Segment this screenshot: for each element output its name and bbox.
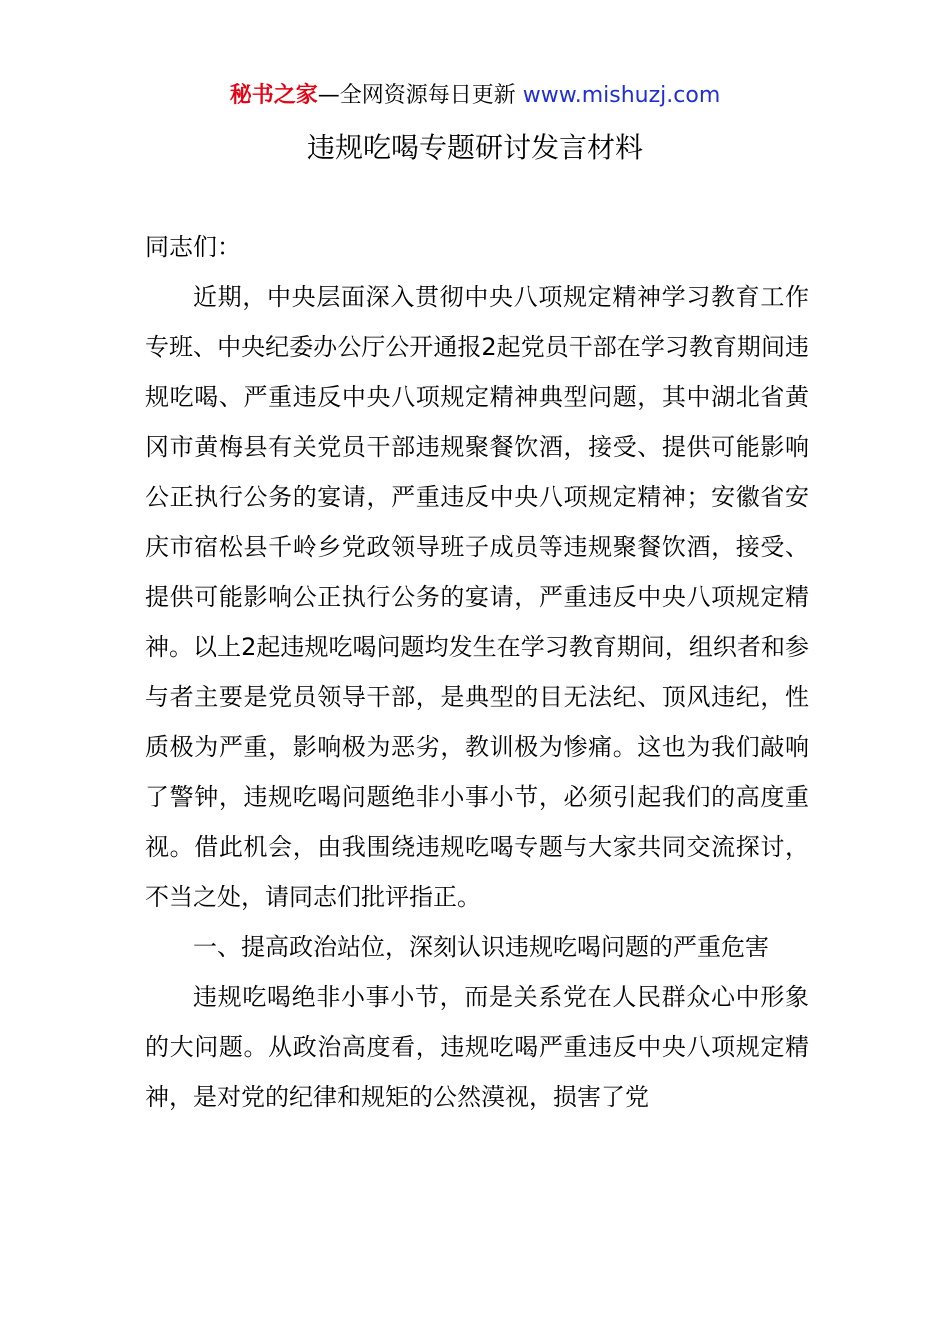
section-heading-1: 一、提高政治站位，深刻认识违规吃喝问题的严重危害 (193, 933, 769, 961)
paragraph-section-1: 违规吃喝绝非小事小节，而是关系党在人民群众心中形象的大问题。从政治高度看，违规吃喝严重违反中央八项规定精神，是对党的纪律和规矩的公然漠视，损害了党 (145, 983, 809, 1111)
site-slogan: —全网资源每日更新 (317, 83, 523, 108)
paragraph-intro: 近期，中央层面深入贯彻中央八项规定精神学习教育工作专班、中央纪委办公厅公开通报2起党员干部在学习教育期间违规吃喝、严重违反中央八项规定精神典型问题，其中湖北省黄冈市黄梅县有关党员干部违规聚餐饮酒，接受、提供可能影响公正执行公务的宴请，严重违反中央八项规定精神；安徽省安庆市宿松县千岭乡党政领导班子成员等违规聚餐饮酒，接受、提供可能影响公正执行公务的宴请，严重违反中央八项规定精神。以上2起违规吃喝问题均发生在学习教育期间，组织者和参与者主要是党员领导干部，是典型的目无法纪、顶风违纪，性质极为严重，影响极为恶劣，教训极为惨痛。这也为我们敲响了警钟，违规吃喝问题绝非小事小节，必须引起我们的高度重视。借此机会，由我围绕违规吃喝专题与大家共同交流探讨，不当之处，请同志们批评指正。 (145, 283, 809, 911)
site-brand: 秘书之家 (229, 83, 318, 108)
site-url-link[interactable]: www.mishuzj.com (522, 83, 721, 108)
document-body (145, 222, 809, 1122)
salutation: 同志们： (145, 233, 241, 261)
site-header (0, 80, 950, 112)
document-title: 违规吃喝专题研讨发言材料 (306, 131, 643, 164)
